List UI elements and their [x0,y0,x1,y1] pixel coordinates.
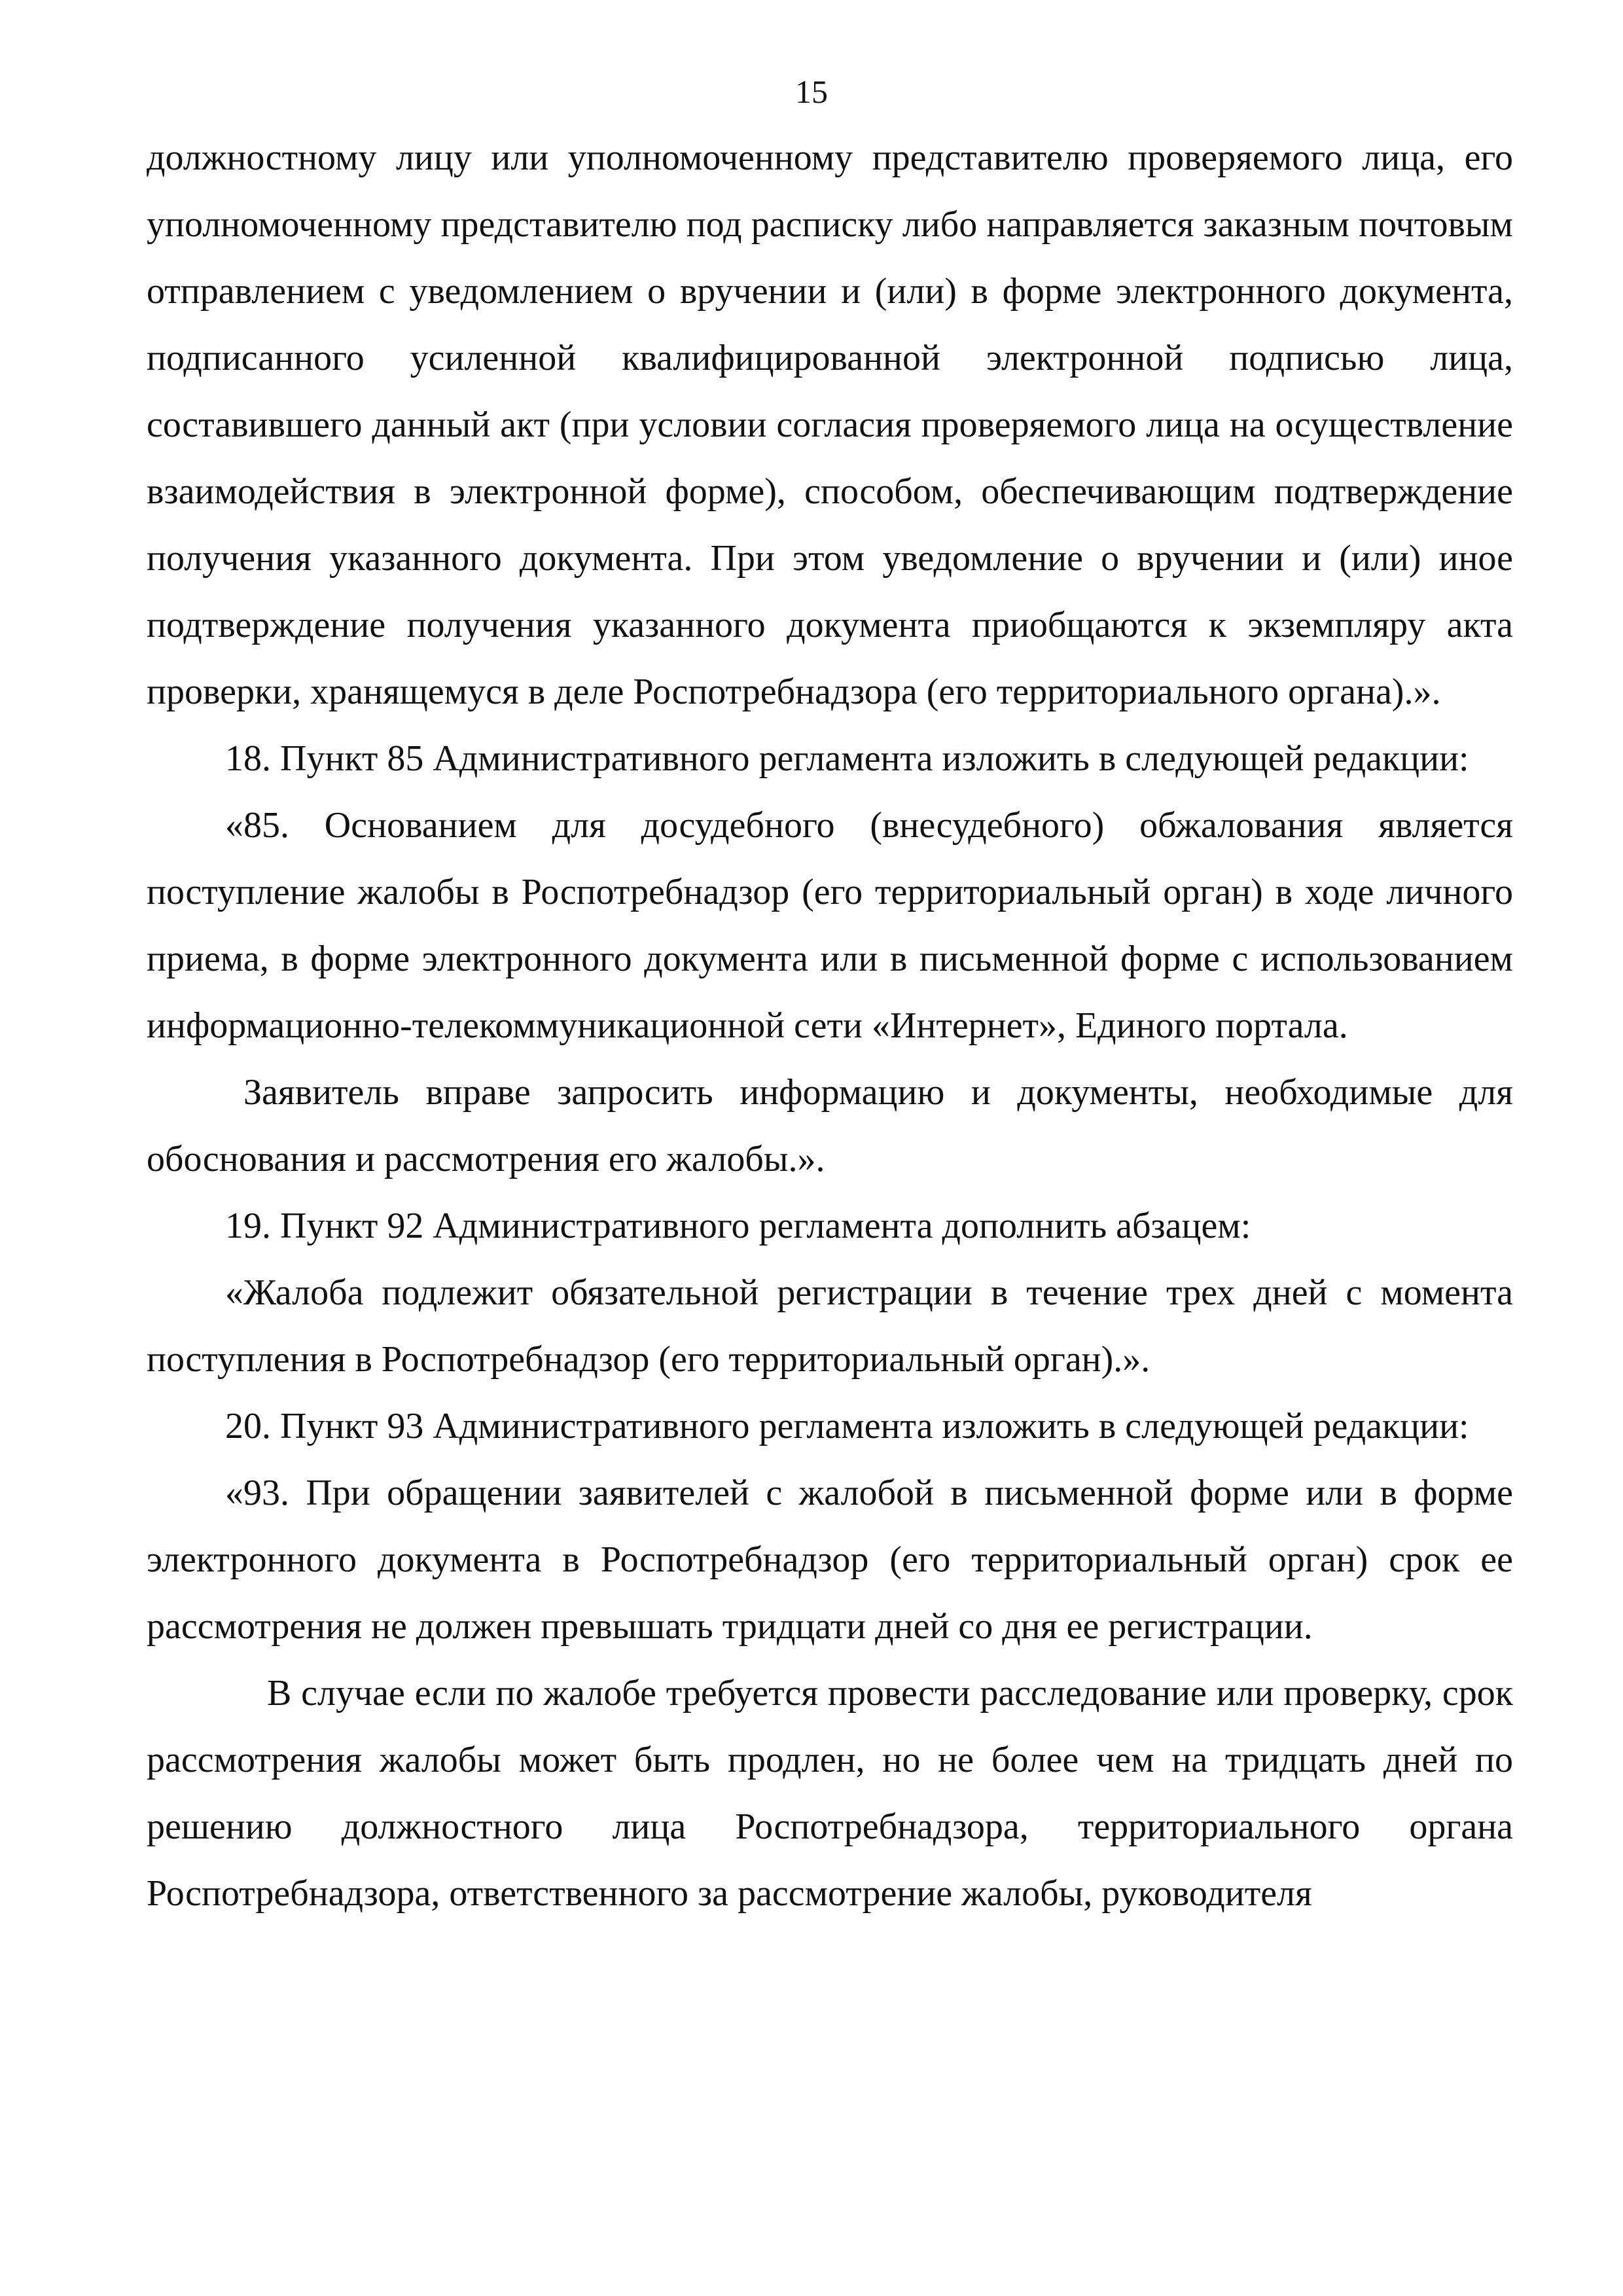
paragraph-item-20: 20. Пункт 93 Административного регламента изложить в следующей редакции: [225,1406,1469,1446]
paragraph-item-18: 18. Пункт 85 Административного регламента изложить в следующей редакции: [225,738,1469,779]
paragraph-extension: В случае если по жалобе требуется провести расследование или проверку, срок рассмотрения жалобы может быть продлен, но не более чем на тридцать дней по решению должностного лица Роспотребнадзора, территориального органа Роспотребнадзора, ответственного за рассмотрение жалобы, руководителя [147,1673,1513,1914]
paragraph-continuation: должностному лицу или уполномоченному представителю проверяемого лица, его уполномоченному представителю под расписку либо направляется заказным почтовым отправлением с уведомлением о вручении и (или) в форме электронного документа, подписанного усиленной квалифицированной электронной подписью лица, составившего данный акт (при условии согласия проверяемого лица на осуществление взаимодействия в электронной форме), способом, обеспечивающим подтверждение получения указанного документа. При этом уведомление о вручении и (или) иное подтверждение получения указанного документа приобщаются к экземпляру акта проверки, хранящемуся в деле Роспотребнадзора (его территориального органа).». [147,137,1513,712]
document-body [147,124,1513,1927]
paragraph-quote-registration: «Жалоба подлежит обязательной регистрации в течение трех дней с момента поступления в Роспотребнадзор (его территориальный орган).». [147,1272,1513,1380]
paragraph-quote-93: «93. При обращении заявителей с жалобой в письменной форме или в форме электронного документа в Роспотребнадзор (его территориальный орган) срок ее рассмотрения не должен превышать тридцати дней со дня ее регистрации. [147,1473,1513,1647]
paragraph-quote-85: «85. Основанием для досудебного (внесудебного) обжалования является поступление жалобы в Роспотребнадзор (его территориальный орган) в ходе личного приема, в форме электронного документа или в письменной форме с использованием информационно-телекоммуникационной сети «Интернет», Единого портала. [147,805,1513,1046]
paragraph-item-19: 19. Пункт 92 Административного регламента дополнить абзацем: [225,1206,1251,1246]
page-number: 15 [795,73,828,110]
paragraph-applicant-right: Заявитель вправе запросить информацию и документы, необходимые для обоснования и рассмотрения его жалобы.». [147,1072,1513,1179]
